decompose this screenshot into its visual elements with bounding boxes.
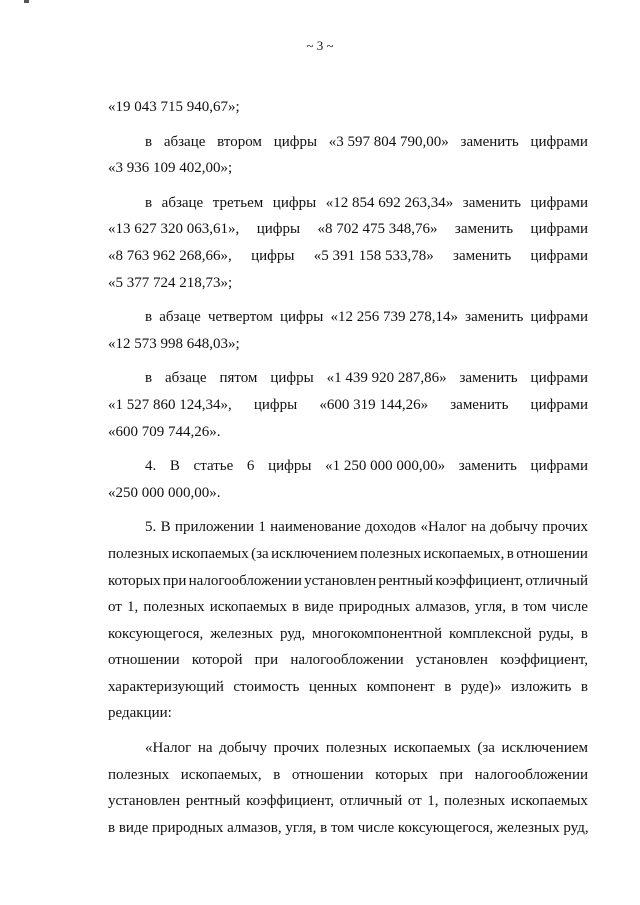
paragraph	[108, 453, 588, 506]
paragraph	[108, 365, 588, 445]
text-line: полезных ископаемых, в отношении которых при налогообложении	[108, 766, 588, 783]
paragraph	[108, 190, 588, 296]
page-number: ~ 3 ~	[306, 38, 334, 53]
paragraph	[108, 514, 588, 727]
text-line: «3 936 109 402,00»;	[108, 160, 233, 177]
text-line: в абзаце втором цифры «3 597 804 790,00» заменить цифрами	[145, 133, 588, 150]
text-line: полезных ископаемых (за исключением полезных ископаемых, в отношении	[108, 545, 588, 562]
paragraph-gap	[108, 727, 588, 735]
text-line: коксующегося, железных руд, многокомпонентной комплексной руды, в	[108, 625, 588, 642]
paragraph-gap	[108, 121, 588, 129]
text-line: «5 377 724 218,73»;	[108, 274, 233, 291]
paragraph-gap	[108, 445, 588, 453]
text-line: от 1, полезных ископаемых в виде природных алмазов, угля, в том числе	[108, 599, 588, 616]
text-line: редакции:	[108, 705, 172, 722]
text-line: в абзаце третьем цифры «12 854 692 263,34» заменить цифрами	[145, 194, 588, 211]
text-line: в абзаце пятом цифры «1 439 920 287,86» заменить цифрами	[145, 370, 588, 387]
text-line: в абзаце четвертом цифры «12 256 739 278,14» заменить цифрами	[145, 309, 588, 326]
paragraph-gap	[108, 296, 588, 304]
text-line: 5. В приложении 1 наименование доходов «Налог на добычу прочих	[145, 519, 588, 536]
text-line: «1 527 860 124,34», цифры «600 319 144,26» заменить цифрами	[108, 396, 588, 413]
text-line: «13 627 320 063,61», цифры «8 702 475 348,76» заменить цифрами	[108, 221, 588, 238]
text-line: «600 709 744,26».	[108, 423, 221, 440]
text-line: характеризующий стоимость ценных компонент в руде)» изложить в	[108, 678, 588, 695]
text-line: «250 000 000,00».	[108, 484, 221, 501]
paragraph	[108, 129, 588, 182]
paragraph-gap	[108, 357, 588, 365]
paragraph-gap	[108, 506, 588, 514]
text-line: установлен рентный коэффициент, отличный от 1, полезных ископаемых	[108, 793, 588, 810]
text-line: «12 573 998 648,03»;	[108, 335, 240, 352]
text-line: «19 043 715 940,67»;	[108, 99, 240, 115]
text-line: в виде природных алмазов, угля, в том числе коксующегося, железных руд,	[108, 819, 589, 836]
paragraph	[108, 735, 588, 841]
scan-corner-mark	[24, 0, 29, 3]
document-body	[108, 94, 588, 841]
text-line: 4. В статье 6 цифры «1 250 000 000,00» заменить цифрами	[145, 458, 588, 475]
paragraph	[108, 94, 588, 121]
paragraph	[108, 304, 588, 357]
paragraph-gap	[108, 182, 588, 190]
text-line: отношении которой при налогообложении установлен коэффициент,	[108, 652, 588, 669]
text-line: «8 763 962 268,66», цифры «5 391 158 533,78» заменить цифрами	[108, 247, 588, 264]
text-line: «Налог на добычу прочих полезных ископаемых (за исключением	[145, 740, 588, 757]
text-line: которых при налогообложении установлен рентный коэффициент, отличный	[108, 572, 588, 589]
